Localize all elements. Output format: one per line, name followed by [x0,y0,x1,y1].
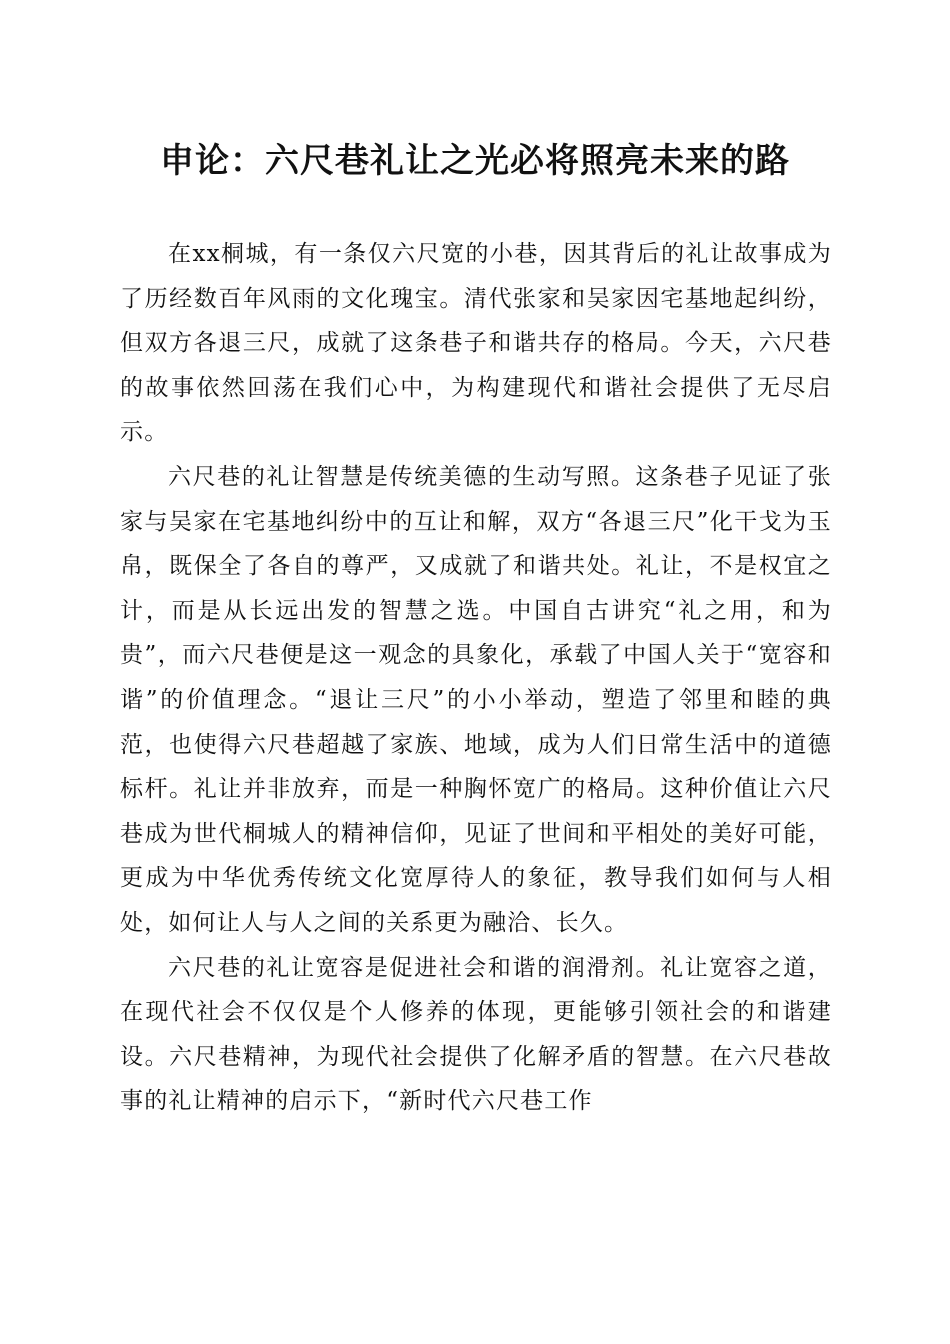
paragraph-2: 六尺巷的礼让智慧是传统美德的生动写照。这条巷子见证了张家与吴家在宅基地纠纷中的互让和解，双方“各退三尺”化干戈为玉帛，既保全了各自的尊严，又成就了和谐共处。礼让，不是权宜之计，而是从长远出发的智慧之选。中国自古讲究“礼之用，和为贵”，而六尺巷便是这一观念的具象化，承载了中国人关于“宽容和谐”的价值理念。“退让三尺”的小小举动，塑造了邻里和睦的典范，也使得六尺巷超越了家族、地域，成为人们日常生活中的道德标杆。礼让并非放弃，而是一种胸怀宽广的格局。这种价值让六尺巷成为世代桐城人的精神信仰，见证了世间和平相处的美好可能，更成为中华优秀传统文化宽厚待人的象征，教导我们如何与人相处，如何让人与人之间的关系更为融洽、长久。 [120,463,832,936]
document-title: 申论：六尺巷礼让之光必将照亮未来的路 [160,141,790,181]
paragraph-1: 在xx桐城，有一条仅六尺宽的小巷，因其背后的礼让故事成为了历经数百年风雨的文化瑰宝。清代张家和吴家因宅基地起纠纷，但双方各退三尺，成就了这条巷子和谐共存的格局。今天，六尺巷的故事依然回荡在我们心中，为构建现代和谐社会提供了无尽启示。 [120,241,832,446]
document-body [120,232,832,1124]
paragraph-3: 六尺巷的礼让宽容是促进社会和谐的润滑剂。礼让宽容之道，在现代社会不仅仅是个人修养的体现，更能够引领社会的和谐建设。六尺巷精神，为现代社会提供了化解矛盾的智慧。在六尺巷故事的礼让精神的启示下，“新时代六尺巷工作 [120,954,832,1115]
